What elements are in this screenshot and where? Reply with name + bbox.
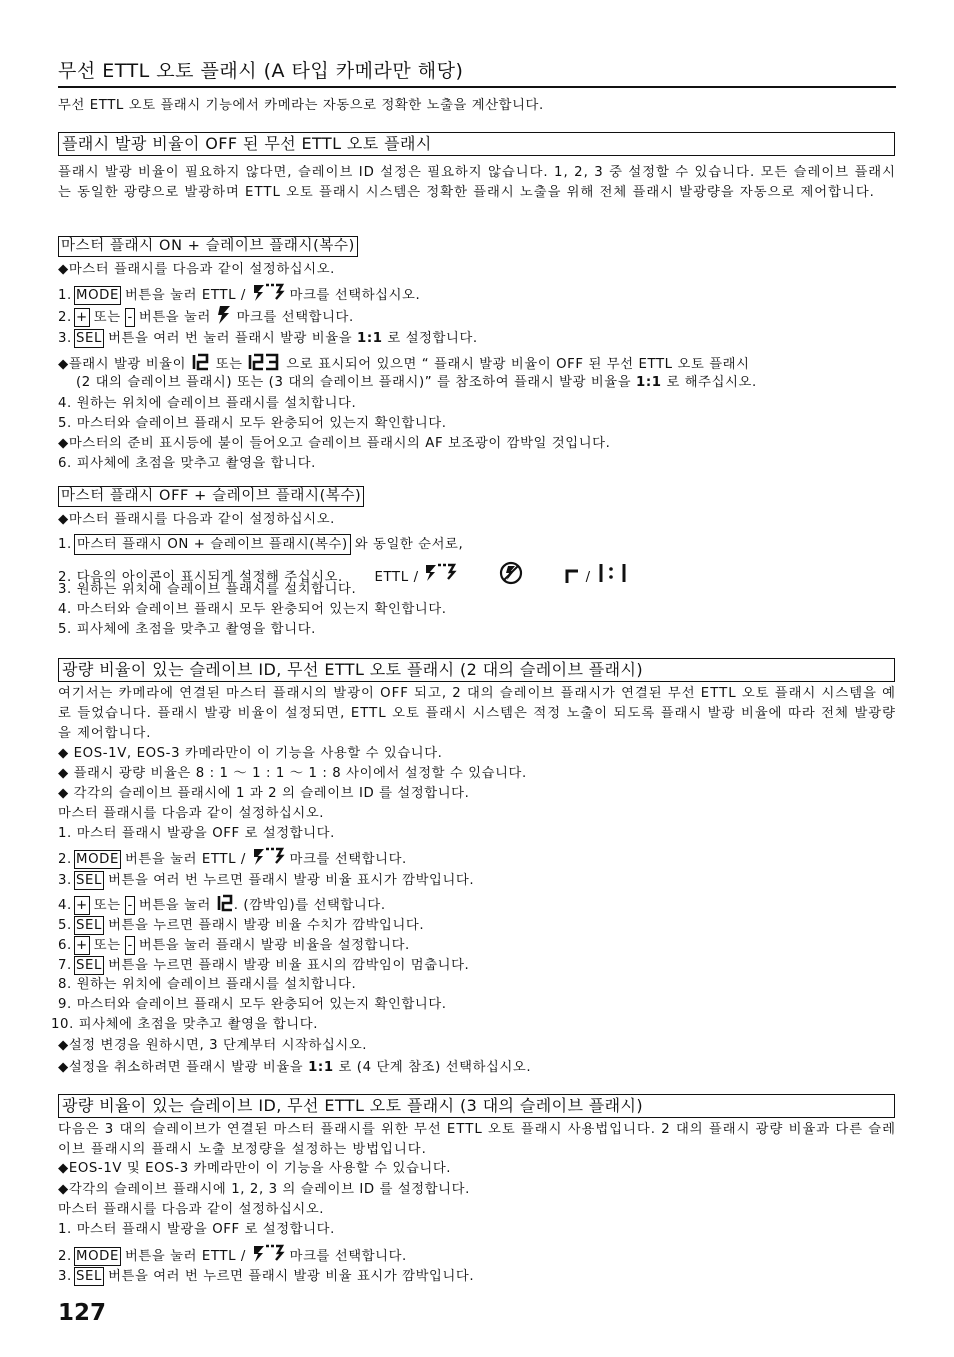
minus-key: - [127,310,133,325]
sel-key: SEL [76,918,103,933]
note-text: ◆플래시 발광 비율이 [58,357,187,372]
sel-key: SEL [76,1269,103,1284]
plus-key: + [76,938,88,953]
or-text: 또는 [215,357,243,372]
step-text: 버튼을 눌러 ETTL / [124,288,246,303]
note-text-end: 로 해주십시오. [666,375,757,390]
step-text: 버튼을 누르면 플래시 발광 비율 표시의 깜박임이 멈춥니다. [108,958,470,973]
bullet-eos: ◆ EOS-1V, EOS-3 카메라만이 이 기능을 사용할 수 있습니다. [58,746,443,761]
plus-key: + [76,898,88,913]
note-cancel-setting [58,1059,531,1077]
step-3: 3. 원하는 위치에 슬레이브 플래시를 설치합니다. [58,582,357,597]
step-3-sel [58,329,478,348]
step-4: 4. 원하는 위치에 슬레이브 플래시를 설치합니다. [58,396,357,411]
or-text: 또는 [93,938,121,953]
step-4-plus-minus [58,893,386,915]
step-1: 1. 마스터 플래시 발광을 OFF 로 설정합니다. [58,826,335,841]
step-number: 4. [58,898,72,913]
step-5: 5. 마스터와 슬레이브 플래시 모두 완충되어 있는지 확인합니다. [58,416,447,431]
step-4: 4. 마스터와 슬레이브 플래시 모두 완충되어 있는지 확인합니다. [58,602,447,617]
step-text: 버튼을 여러 번 누르면 플래시 발광 비율 표시가 깜박입니다. [108,1269,475,1284]
step-8: 8. 원하는 위치에 슬레이브 플래시를 설치합니다. [58,977,357,992]
ratio-display-note-2 [76,374,757,392]
step-2-icons: 2. 다음의 아이콘이 표시되게 설정해 주십시오. ETTL / / [58,561,630,587]
set-master-text: 마스터 플래시를 다음과 같이 설정하십시오. [58,1202,325,1217]
reference-box: 마스터 플래시 ON + 슬레이브 플래시(복수) [74,534,351,555]
step-text: 버튼을 여러 번 눌러 플래시 발광 비율을 [108,331,353,346]
bullet-slave-id: ◆ 각각의 슬레이브 플래시에 1 과 2 의 슬레이브 ID 를 설정합니다. [58,786,470,801]
step-3-sel [58,871,474,890]
step-number: 2. [58,310,72,325]
ratio-display-note [58,352,750,374]
ratio-r-icon [563,563,581,585]
step-text: 버튼을 눌러 [138,310,211,325]
sel-key: SEL [76,331,103,346]
step-5: 5. 피사체에 초점을 맞추고 촬영을 합니다. [58,622,316,637]
step-text-end: 마크를 선택합니다. [289,852,407,867]
note-set-master-2: ◆마스터 플래시를 다음과 같이 설정하십시오. [58,512,335,527]
or-text: 또는 [93,898,121,913]
step-10: 10. 피사체에 초점을 맞추고 촬영을 합니다. [51,1017,319,1032]
sel-key: SEL [76,958,103,973]
step-number: 2. [58,1249,72,1264]
step-text-end: 마크를 선택합니다. [236,310,354,325]
minus-key: - [127,898,133,913]
step-text: 버튼을 눌러 ETTL / [124,852,246,867]
mode-key: MODE [76,1249,119,1264]
step-5-sel [58,916,424,935]
ratio-value: 1:1 [636,375,662,390]
mode-key: MODE [76,288,119,303]
step-text: 2. 다음의 아이콘이 표시되게 설정해 주십시오. [58,570,343,585]
page-number: 127 [58,1300,107,1326]
step-text: 버튼을 눌러 [138,898,211,913]
ettl-wireless-icon [251,1244,285,1264]
step-6-plus-minus [58,936,410,955]
ettl-label: ETTL / [374,570,419,585]
section-3-body: 다음은 3 대의 슬레이브가 연결된 마스터 플래시를 위한 무선 ETTL 오토 플래시 사용법입니다. 2 대의 플래시 광량 비율과 다른 슬레이브 플래시의 플래시 노출 보정량을 설정하는 방법입니다. [58,1122,896,1157]
step-2-plus-minus [58,305,354,327]
intro-text: 무선 ETTL 오토 플래시 기능에서 카메라는 자동으로 정확한 노출을 계산합니다. [58,98,544,113]
ratio-value: 1:1 [356,331,383,346]
note-set-master: ◆마스터 플래시를 다음과 같이 설정하십시오. [58,262,335,277]
step-text-end: 마크를 선택하십시오. [289,288,421,303]
note-text: ◆설정을 취소하려면 플래시 발광 비율을 [58,1060,304,1075]
step-number: 3. [58,1269,72,1284]
set-master-text: 마스터 플래시를 다음과 같이 설정하십시오. [58,806,325,821]
ettl-wireless-icon [423,563,463,585]
step-3-sel [58,1267,474,1286]
step-1: 1. 마스터 플래시 발광을 OFF 로 설정합니다. [58,1222,335,1237]
ratio-12-icon [216,893,234,913]
step-2-mode [58,1244,407,1266]
step-2-mode [58,847,407,869]
ratio-123-icon [247,352,281,372]
step-number: 3. [58,331,72,346]
note-change-setting: ◆설정 변경을 원하시면, 3 단계부터 시작하십시오. [58,1038,368,1053]
plus-key: + [76,310,88,325]
ratio-1-1-icon [596,561,630,585]
step-9: 9. 마스터와 슬레이브 플래시 모두 완충되어 있는지 확인합니다. [58,997,447,1012]
step-text: 버튼을 눌러 플래시 발광 비율을 설정합니다. [138,938,410,953]
step-number: 3. [58,873,72,888]
page-title: 무선 ETTL 오토 플래시 (A 타입 카메라만 해당) [58,56,896,88]
master-flash-off-icon [499,561,523,585]
step-1-same-order [58,534,463,555]
step-text-end: 로 설정합니다. [387,331,478,346]
sel-key: SEL [76,873,103,888]
flash-bolt-icon [216,305,232,325]
mode-key: MODE [76,852,119,867]
note-text-end: 로 (4 단계 참조) 선택하십시오. [338,1060,532,1075]
note-ready-lamp: ◆마스터의 준비 표시등에 불이 들어오고 슬레이브 플래시의 AF 보조광이 깜박일 것입니다. [58,436,611,451]
note-text: (2 대의 슬레이브 플래시) 또는 (3 대의 슬레이브 플래시)” 를 참조하여 플래시 발광 비율을 [76,375,632,390]
note-text-cont: 으로 표시되어 있으면 “ 플래시 발광 비율이 OFF 된 무선 ETTL 오토 플래시 [286,357,750,372]
step-text-end: 와 동일한 순서로, [354,537,464,552]
step-number: 6. [58,938,72,953]
bullet-eos: ◆EOS-1V 및 EOS-3 카메라만이 이 기능을 사용할 수 있습니다. [58,1161,452,1176]
section-1-body: 플래시 발광 비율이 필요하지 않다면, 슬레이브 ID 설정은 필요하지 않습니다. 1, 2, 3 중 설정할 수 있습니다. 모든 슬레이브 플래시는 동일한 광량으로 발광하며 ETTL 오토 플래시 시스템은 정확한 플래시 노출을 위해 전체 플래시 발광량을 자동으로 제어합니다. [58,165,896,200]
step-number: 2. [58,852,72,867]
step-number: 1. [58,288,72,303]
step-1-mode [58,283,420,305]
or-text: 또는 [93,310,121,325]
bullet-slave-id: ◆각각의 슬레이브 플래시에 1, 2, 3 의 슬레이브 ID 를 설정합니다. [58,1182,470,1197]
step-number: 7. [58,958,72,973]
section-heading-ratio-off: 플래시 발광 비율이 OFF 된 무선 ETTL 오토 플래시 [58,132,895,156]
subheading-master-on: 마스터 플래시 ON + 슬레이브 플래시(복수) [58,236,358,257]
step-text-end: . (깜박임)를 선택합니다. [233,898,386,913]
ratio-value: 1:1 [308,1060,334,1075]
section-2-body: 여기서는 카메라에 연결된 마스터 플래시의 발광이 OFF 되고, 2 대의 슬레이브 플래시가 연결된 무선 ETTL 오토 플래시 시스템을 예로 들었습니다. 플래시 발광 비율이 설정되면, ETTL 오토 플래시 시스템은 적정 노출이 되도록 플래시 발광 비율에 따라 전체 발광량을 제어합니다. [58,686,896,741]
step-text: 버튼을 눌러 ETTL / [124,1249,246,1264]
ettl-wireless-icon [251,283,285,303]
ettl-wireless-icon [251,847,285,867]
step-number: 5. [58,918,72,933]
step-text-end: 마크를 선택합니다. [289,1249,407,1264]
section-heading-2-slaves: 광량 비율이 있는 슬레이브 ID, 무선 ETTL 오토 플래시 (2 대의 슬레이브 플래시) [58,658,895,682]
ratio-12-icon [191,352,211,372]
step-text: 버튼을 여러 번 누르면 플래시 발광 비율 표시가 깜박입니다. [108,873,475,888]
step-number: 1. [58,537,72,552]
step-6: 6. 피사체에 초점을 맞추고 촬영을 합니다. [58,456,316,471]
step-7-sel [58,956,469,975]
section-heading-3-slaves: 광량 비율이 있는 슬레이브 ID, 무선 ETTL 오토 플래시 (3 대의 슬레이브 플래시) [58,1094,895,1118]
step-text: 버튼을 누르면 플래시 발광 비율 수치가 깜박입니다. [108,918,425,933]
subheading-master-off: 마스터 플래시 OFF + 슬레이브 플래시(복수) [58,486,364,507]
minus-key: - [127,938,133,953]
bullet-ratio-range: ◆ 플래시 광량 비율은 8 : 1 ～ 1 : 1 ～ 1 : 8 사이에서 설정할 수 있습니다. [58,766,527,781]
